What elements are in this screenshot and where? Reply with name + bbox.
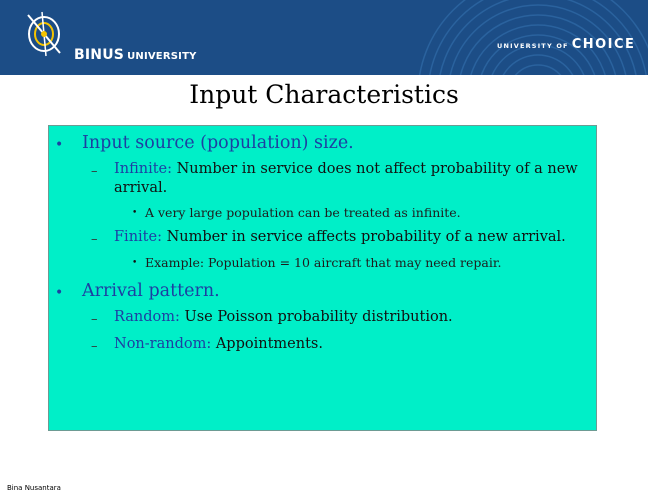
logo-emblem-icon bbox=[22, 10, 72, 62]
binus-logo bbox=[22, 10, 197, 63]
bullet-small-icon: • bbox=[132, 258, 138, 268]
tagline-prefix: UNIVERSITY OF bbox=[497, 42, 569, 50]
detail-example: Example: Population = 10 aircraft that may need repair. bbox=[145, 255, 502, 270]
sub-item-infinite bbox=[114, 161, 578, 177]
dash-icon: – bbox=[91, 164, 98, 179]
tagline-main: CHOICE bbox=[571, 37, 636, 52]
sub-item-finite bbox=[114, 229, 566, 245]
bullet-icon: • bbox=[55, 137, 64, 153]
term-infinite: Infinite: bbox=[114, 161, 173, 177]
bullet-small-icon: • bbox=[132, 208, 138, 218]
term-non-random: Non-random: bbox=[114, 336, 212, 352]
dash-icon: – bbox=[91, 339, 98, 354]
text-non-random: Appointments. bbox=[211, 336, 323, 352]
bullet-icon: • bbox=[55, 285, 64, 301]
text-infinite: Number in service does not affect probability of a new bbox=[172, 161, 578, 177]
term-finite: Finite: bbox=[114, 229, 162, 245]
header-banner bbox=[0, 0, 648, 75]
text-finite: Number in service affects probability of a new arrival. bbox=[161, 229, 566, 245]
dash-icon: – bbox=[91, 312, 98, 327]
bullet-arrival-pattern: Arrival pattern. bbox=[82, 281, 220, 301]
sub-item-random bbox=[114, 309, 453, 325]
sub-item-infinite-cont: arrival. bbox=[114, 180, 168, 196]
term-random: Random: bbox=[114, 309, 180, 325]
logo-wordmark bbox=[74, 47, 197, 63]
content-box bbox=[48, 125, 597, 431]
logo-text: BINUS bbox=[74, 47, 125, 63]
logo-subtext: UNIVERSITY bbox=[127, 51, 197, 62]
bullet-input-source: Input source (population) size. bbox=[82, 133, 354, 153]
detail-large-population: A very large population can be treated as infinite. bbox=[145, 205, 461, 220]
slide-title: Input Characteristics bbox=[189, 80, 459, 109]
dash-icon: – bbox=[91, 232, 98, 247]
footer-author: Bina Nusantara bbox=[7, 484, 61, 492]
text-random: Use Poisson probability distribution. bbox=[179, 309, 453, 325]
tagline bbox=[497, 33, 635, 52]
sub-item-non-random bbox=[114, 336, 323, 352]
